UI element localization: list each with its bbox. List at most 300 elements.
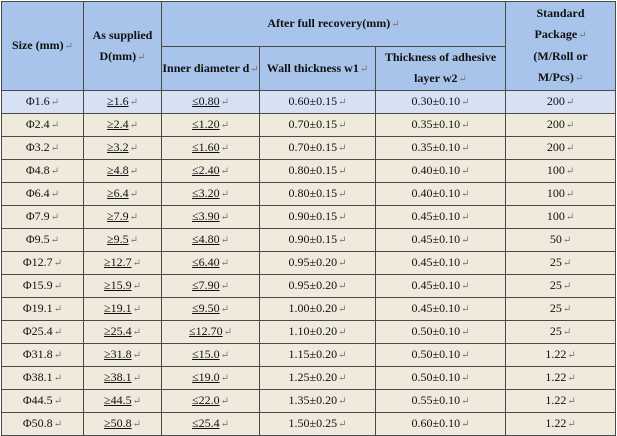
cell-adhesive-thickness — [376, 252, 506, 275]
cell-adhesive-thickness-value: 0.50±0.10 — [411, 324, 461, 338]
cell-mark: ↵ — [338, 212, 347, 223]
cell-mark: ↵ — [129, 143, 138, 154]
cell-wall-thickness-value: 0.90±0.15 — [288, 232, 338, 246]
cell-adhesive-thickness — [376, 275, 506, 298]
cell-mark: ↵ — [132, 327, 141, 338]
cell-standard-package-value: 200 — [546, 94, 565, 108]
cell-mark: ↵ — [567, 396, 576, 407]
cell-wall-thickness — [260, 91, 376, 114]
cell-mark: ↵ — [338, 258, 347, 269]
header-adhesive-line2: layer w2 — [414, 71, 458, 85]
cell-mark: ↵ — [338, 97, 347, 108]
cell-mark: ↵ — [129, 166, 138, 177]
cell-adhesive-thickness-value: 0.45±0.10 — [411, 301, 461, 315]
cell-mark: ↵ — [565, 120, 575, 131]
header-size-label: Size (mm) — [11, 38, 64, 52]
cell-size — [2, 252, 84, 275]
cell-as-supplied — [84, 252, 162, 275]
cell-mark: ↵ — [359, 63, 369, 75]
cell-wall-thickness — [260, 114, 376, 137]
table-row — [2, 229, 616, 252]
cell-wall-thickness — [260, 390, 376, 413]
cell-wall-thickness — [260, 160, 376, 183]
cell-adhesive-thickness — [376, 390, 506, 413]
table-row — [2, 344, 616, 367]
cell-mark: ↵ — [220, 97, 229, 108]
cell-as-supplied-value: ≥4.8 — [107, 163, 129, 177]
cell-standard-package-value: 200 — [546, 117, 565, 131]
cell-as-supplied-value: ≥31.8 — [104, 347, 132, 361]
cell-size-value: Φ2.4 — [25, 117, 50, 131]
cell-mark: ↵ — [338, 120, 347, 131]
cell-wall-thickness — [260, 413, 376, 436]
cell-as-supplied-value: ≥1.6 — [107, 94, 129, 108]
cell-mark: ↵ — [132, 258, 141, 269]
cell-mark: ↵ — [461, 419, 470, 430]
cell-mark: ↵ — [132, 281, 141, 292]
cell-standard-package — [506, 413, 616, 436]
cell-mark: ↵ — [137, 51, 146, 63]
header-inner-diameter — [162, 47, 260, 91]
header-inner-diameter-label: Inner diameter d — [162, 60, 250, 75]
cell-as-supplied-value: ≥7.9 — [107, 209, 129, 223]
cell-standard-package-value: 25 — [549, 301, 562, 315]
cell-mark: ↵ — [220, 235, 229, 246]
cell-mark: ↵ — [132, 396, 141, 407]
table-body — [2, 91, 616, 436]
cell-mark: ↵ — [461, 97, 470, 108]
cell-mark: ↵ — [565, 212, 575, 223]
cell-mark: ↵ — [220, 350, 229, 361]
cell-inner-diameter — [162, 114, 260, 137]
cell-standard-package — [506, 114, 616, 137]
cell-inner-diameter-value: ≤3.90 — [192, 209, 220, 223]
cell-standard-package — [506, 367, 616, 390]
cell-mark: ↵ — [220, 189, 229, 200]
cell-mark: ↵ — [562, 281, 572, 292]
cell-size — [2, 275, 84, 298]
cell-size — [2, 367, 84, 390]
cell-mark: ↵ — [223, 327, 232, 338]
cell-standard-package-value: 200 — [546, 140, 565, 154]
cell-mark: ↵ — [50, 189, 60, 200]
cell-mark: ↵ — [338, 373, 347, 384]
cell-as-supplied-value: ≥2.4 — [107, 117, 129, 131]
cell-as-supplied — [84, 114, 162, 137]
cell-adhesive-thickness — [376, 229, 506, 252]
cell-as-supplied-value: ≥6.4 — [107, 186, 129, 200]
cell-mark: ↵ — [565, 166, 575, 177]
cell-mark: ↵ — [461, 143, 470, 154]
cell-as-supplied-value: ≥9.5 — [107, 232, 129, 246]
cell-standard-package-value: 100 — [546, 186, 565, 200]
cell-as-supplied — [84, 321, 162, 344]
header-adhesive-line1: Thickness of adhesive — [384, 50, 497, 64]
cell-size — [2, 183, 84, 206]
cell-mark: ↵ — [461, 120, 470, 131]
cell-inner-diameter — [162, 321, 260, 344]
header-size — [2, 2, 84, 91]
cell-mark: ↵ — [461, 212, 470, 223]
cell-mark: ↵ — [50, 166, 60, 177]
cell-as-supplied — [84, 413, 162, 436]
cell-mark: ↵ — [458, 74, 467, 85]
cell-mark: ↵ — [338, 419, 347, 430]
cell-wall-thickness — [260, 275, 376, 298]
cell-inner-diameter — [162, 298, 260, 321]
cell-size — [2, 137, 84, 160]
cell-mark: ↵ — [132, 373, 141, 384]
cell-inner-diameter-value: ≤9.50 — [192, 301, 220, 315]
cell-mark: ↵ — [338, 396, 347, 407]
cell-mark: ↵ — [53, 304, 63, 315]
cell-adhesive-thickness-value: 0.45±0.10 — [411, 278, 461, 292]
cell-as-supplied — [84, 206, 162, 229]
table-row — [2, 114, 616, 137]
cell-as-supplied-value: ≥38.1 — [104, 370, 132, 384]
cell-size-value: Φ15.9 — [22, 278, 53, 292]
cell-size — [2, 229, 84, 252]
header-as-supplied-line2: D(mm) — [99, 48, 137, 63]
cell-standard-package-value: 1.22 — [545, 370, 567, 384]
spec-table — [1, 1, 616, 436]
cell-size-value: Φ31.8 — [22, 347, 53, 361]
cell-wall-thickness-value: 0.70±0.15 — [288, 117, 338, 131]
cell-wall-thickness-value: 0.60±0.15 — [288, 94, 338, 108]
cell-standard-package-value: 1.22 — [545, 416, 567, 430]
cell-inner-diameter-value: ≤6.40 — [192, 255, 220, 269]
cell-inner-diameter — [162, 183, 260, 206]
cell-mark: ↵ — [567, 419, 576, 430]
cell-size — [2, 390, 84, 413]
cell-inner-diameter — [162, 413, 260, 436]
cell-wall-thickness — [260, 229, 376, 252]
cell-wall-thickness-value: 1.25±0.20 — [288, 370, 338, 384]
cell-adhesive-thickness-value: 0.35±0.10 — [411, 117, 461, 131]
cell-standard-package — [506, 91, 616, 114]
cell-standard-package-value: 25 — [549, 324, 562, 338]
cell-as-supplied — [84, 183, 162, 206]
cell-as-supplied — [84, 91, 162, 114]
cell-as-supplied-value: ≥19.1 — [104, 301, 132, 315]
cell-wall-thickness-value: 1.50±0.25 — [288, 416, 338, 430]
cell-wall-thickness-value: 0.80±0.15 — [288, 186, 338, 200]
cell-size-value: Φ9.5 — [25, 232, 50, 246]
cell-adhesive-thickness — [376, 183, 506, 206]
cell-mark: ↵ — [562, 258, 572, 269]
cell-mark: ↵ — [578, 30, 587, 41]
cell-mark: ↵ — [129, 97, 138, 108]
cell-standard-package-value: 1.22 — [545, 393, 567, 407]
cell-inner-diameter-value: ≤0.80 — [192, 94, 220, 108]
header-as-supplied-line1: As supplied — [92, 27, 153, 42]
cell-mark: ↵ — [338, 350, 347, 361]
cell-mark: ↵ — [50, 120, 60, 131]
cell-adhesive-thickness — [376, 160, 506, 183]
cell-mark: ↵ — [50, 235, 60, 246]
cell-mark: ↵ — [461, 189, 470, 200]
cell-mark: ↵ — [338, 281, 347, 292]
cell-wall-thickness-value: 1.10±0.20 — [288, 324, 338, 338]
cell-mark: ↵ — [338, 235, 347, 246]
cell-mark: ↵ — [567, 373, 576, 384]
cell-inner-diameter-value: ≤19.0 — [192, 370, 220, 384]
cell-adhesive-thickness — [376, 114, 506, 137]
cell-standard-package — [506, 252, 616, 275]
cell-wall-thickness — [260, 344, 376, 367]
cell-mark: ↵ — [565, 143, 575, 154]
cell-wall-thickness-value: 0.95±0.20 — [288, 278, 338, 292]
cell-mark: ↵ — [129, 189, 138, 200]
cell-inner-diameter-value: ≤7.90 — [192, 278, 220, 292]
header-standard-package — [506, 2, 616, 91]
table-header — [2, 2, 616, 91]
cell-adhesive-thickness-value: 0.40±0.10 — [411, 186, 461, 200]
cell-inner-diameter — [162, 367, 260, 390]
cell-wall-thickness-value: 1.15±0.20 — [288, 347, 338, 361]
cell-as-supplied — [84, 275, 162, 298]
cell-size-value: Φ3.2 — [25, 140, 50, 154]
cell-mark: ↵ — [338, 304, 347, 315]
table-row — [2, 137, 616, 160]
cell-size — [2, 344, 84, 367]
cell-inner-diameter — [162, 206, 260, 229]
cell-size — [2, 298, 84, 321]
cell-mark: ↵ — [64, 41, 74, 52]
cell-mark: ↵ — [129, 212, 138, 223]
cell-adhesive-thickness-value: 0.50±0.10 — [411, 347, 461, 361]
table-row — [2, 91, 616, 114]
cell-wall-thickness-value: 0.95±0.20 — [288, 255, 338, 269]
cell-inner-diameter-value: ≤12.70 — [189, 324, 223, 338]
cell-inner-diameter-value: ≤2.40 — [192, 163, 220, 177]
cell-inner-diameter — [162, 252, 260, 275]
cell-mark: ↵ — [461, 396, 470, 407]
cell-adhesive-thickness-value: 0.55±0.10 — [411, 393, 461, 407]
cell-standard-package — [506, 229, 616, 252]
cell-as-supplied — [84, 160, 162, 183]
cell-standard-package — [506, 206, 616, 229]
cell-size-value: Φ25.4 — [22, 324, 53, 338]
cell-mark: ↵ — [50, 143, 60, 154]
cell-adhesive-thickness-value: 0.35±0.10 — [411, 140, 461, 154]
cell-wall-thickness-value: 0.90±0.15 — [288, 209, 338, 223]
cell-adhesive-thickness — [376, 206, 506, 229]
cell-mark: ↵ — [220, 212, 229, 223]
cell-mark: ↵ — [220, 373, 229, 384]
cell-adhesive-thickness — [376, 137, 506, 160]
cell-mark: ↵ — [129, 235, 138, 246]
cell-mark: ↵ — [53, 327, 63, 338]
cell-as-supplied-value: ≥25.4 — [104, 324, 132, 338]
cell-as-supplied — [84, 344, 162, 367]
header-wall-thickness-label: Wall thickness w1 — [266, 60, 359, 75]
cell-mark: ↵ — [53, 258, 63, 269]
table-row — [2, 252, 616, 275]
cell-adhesive-thickness — [376, 321, 506, 344]
cell-mark: ↵ — [338, 189, 347, 200]
cell-as-supplied — [84, 367, 162, 390]
cell-mark: ↵ — [338, 327, 347, 338]
cell-as-supplied-value: ≥3.2 — [107, 140, 129, 154]
cell-as-supplied — [84, 298, 162, 321]
cell-mark: ↵ — [461, 166, 470, 177]
cell-mark: ↵ — [391, 19, 400, 30]
cell-mark: ↵ — [567, 350, 576, 361]
cell-mark: ↵ — [461, 327, 470, 338]
cell-inner-diameter — [162, 390, 260, 413]
cell-mark: ↵ — [562, 304, 572, 315]
cell-as-supplied-value: ≥12.7 — [104, 255, 132, 269]
table-row — [2, 321, 616, 344]
cell-standard-package-value: 25 — [549, 278, 562, 292]
header-package-line3: (M/Roll or — [533, 49, 588, 63]
cell-adhesive-thickness-value: 0.30±0.10 — [411, 94, 461, 108]
table-row — [2, 298, 616, 321]
cell-adhesive-thickness-value: 0.45±0.10 — [411, 255, 461, 269]
cell-inner-diameter-value: ≤3.20 — [192, 186, 220, 200]
cell-size-value: Φ1.6 — [25, 94, 50, 108]
cell-inner-diameter-value: ≤25.4 — [192, 416, 220, 430]
cell-standard-package — [506, 321, 616, 344]
cell-wall-thickness — [260, 321, 376, 344]
cell-inner-diameter-value: ≤15.0 — [192, 347, 220, 361]
cell-wall-thickness — [260, 183, 376, 206]
cell-standard-package-value: 100 — [546, 209, 565, 223]
cell-mark: ↵ — [461, 304, 470, 315]
cell-mark: ↵ — [50, 212, 60, 223]
cell-wall-thickness — [260, 252, 376, 275]
cell-mark: ↵ — [53, 396, 63, 407]
table-row — [2, 367, 616, 390]
header-wall-thickness — [260, 47, 376, 91]
cell-adhesive-thickness — [376, 298, 506, 321]
cell-size — [2, 413, 84, 436]
header-as-supplied — [84, 2, 162, 91]
cell-standard-package — [506, 298, 616, 321]
cell-mark: ↵ — [53, 281, 63, 292]
cell-mark: ↵ — [220, 120, 229, 131]
cell-size-value: Φ44.5 — [22, 393, 53, 407]
table-row — [2, 183, 616, 206]
cell-mark: ↵ — [220, 281, 229, 292]
cell-size — [2, 160, 84, 183]
cell-inner-diameter-value: ≤22.0 — [192, 393, 220, 407]
cell-mark: ↵ — [53, 419, 63, 430]
table-row — [2, 275, 616, 298]
cell-mark: ↵ — [338, 166, 347, 177]
cell-mark: ↵ — [132, 419, 141, 430]
cell-mark: ↵ — [461, 350, 470, 361]
table-row — [2, 206, 616, 229]
cell-size-value: Φ4.8 — [25, 163, 50, 177]
cell-size-value: Φ7.9 — [25, 209, 50, 223]
cell-inner-diameter — [162, 229, 260, 252]
header-adhesive-thickness — [376, 47, 506, 91]
table-row — [2, 390, 616, 413]
header-after-recovery-label: After full recovery(mm) — [267, 16, 391, 30]
cell-standard-package — [506, 137, 616, 160]
cell-wall-thickness-value: 1.00±0.20 — [288, 301, 338, 315]
cell-size-value: Φ50.8 — [22, 416, 53, 430]
cell-mark: ↵ — [220, 258, 229, 269]
cell-adhesive-thickness-value: 0.45±0.10 — [411, 209, 461, 223]
cell-adhesive-thickness-value: 0.60±0.10 — [411, 416, 461, 430]
cell-standard-package-value: 1.22 — [545, 347, 567, 361]
cell-adhesive-thickness-value: 0.45±0.10 — [411, 232, 461, 246]
cell-inner-diameter — [162, 160, 260, 183]
cell-wall-thickness — [260, 137, 376, 160]
table-row — [2, 413, 616, 436]
cell-standard-package — [506, 275, 616, 298]
cell-as-supplied — [84, 137, 162, 160]
cell-standard-package-value: 25 — [549, 255, 562, 269]
cell-mark: ↵ — [220, 143, 229, 154]
cell-mark: ↵ — [461, 281, 470, 292]
cell-mark: ↵ — [461, 258, 470, 269]
header-after-recovery — [162, 2, 506, 47]
header-package-line2: Package — [534, 27, 578, 41]
cell-adhesive-thickness-value: 0.40±0.10 — [411, 163, 461, 177]
cell-mark: ↵ — [220, 166, 229, 177]
cell-wall-thickness-value: 0.70±0.15 — [288, 140, 338, 154]
cell-inner-diameter-value: ≤4.80 — [192, 232, 220, 246]
cell-mark: ↵ — [461, 373, 470, 384]
cell-standard-package-value: 50 — [549, 232, 562, 246]
cell-mark: ↵ — [461, 235, 470, 246]
spec-table-container — [1, 1, 615, 430]
cell-mark: ↵ — [220, 419, 229, 430]
cell-inner-diameter-value: ≤1.60 — [192, 140, 220, 154]
cell-wall-thickness-value: 1.35±0.20 — [288, 393, 338, 407]
cell-mark: ↵ — [338, 143, 347, 154]
cell-size — [2, 206, 84, 229]
cell-mark: ↵ — [565, 97, 575, 108]
cell-mark: ↵ — [129, 120, 138, 131]
cell-size-value: Φ6.4 — [25, 186, 50, 200]
cell-mark: ↵ — [220, 396, 229, 407]
table-row — [2, 160, 616, 183]
cell-as-supplied — [84, 229, 162, 252]
cell-as-supplied-value: ≥50.8 — [104, 416, 132, 430]
cell-as-supplied-value: ≥44.5 — [104, 393, 132, 407]
cell-wall-thickness-value: 0.80±0.15 — [288, 163, 338, 177]
cell-inner-diameter — [162, 344, 260, 367]
cell-as-supplied-value: ≥15.9 — [104, 278, 132, 292]
cell-mark: ↵ — [53, 350, 63, 361]
cell-standard-package — [506, 160, 616, 183]
cell-standard-package — [506, 390, 616, 413]
cell-size — [2, 114, 84, 137]
header-package-line4: M/Pcs) — [537, 70, 574, 84]
cell-inner-diameter — [162, 137, 260, 160]
cell-size-value: Φ19.1 — [22, 301, 53, 315]
cell-adhesive-thickness — [376, 413, 506, 436]
cell-mark: ↵ — [53, 373, 63, 384]
cell-standard-package — [506, 183, 616, 206]
cell-standard-package — [506, 344, 616, 367]
cell-mark: ↵ — [565, 189, 575, 200]
cell-adhesive-thickness — [376, 367, 506, 390]
cell-mark: ↵ — [50, 97, 60, 108]
cell-wall-thickness — [260, 206, 376, 229]
cell-standard-package-value: 100 — [546, 163, 565, 177]
cell-wall-thickness — [260, 298, 376, 321]
cell-inner-diameter-value: ≤1.20 — [192, 117, 220, 131]
cell-mark: ↵ — [562, 327, 572, 338]
cell-size — [2, 321, 84, 344]
cell-adhesive-thickness — [376, 91, 506, 114]
